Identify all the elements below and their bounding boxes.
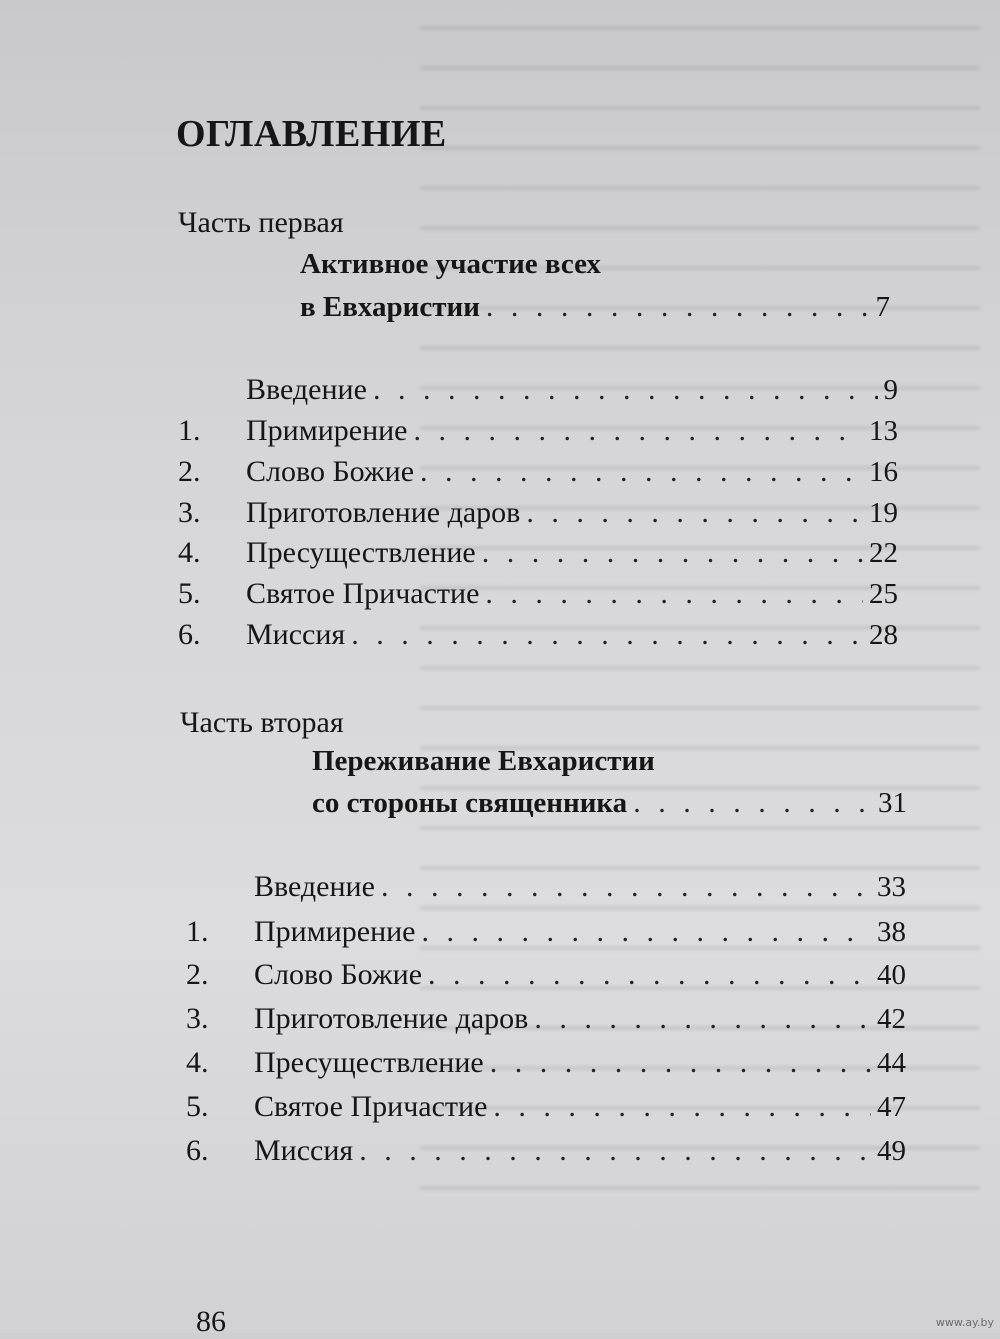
leader-dots <box>482 536 863 570</box>
page-number: 86 <box>196 1305 226 1338</box>
part2-title-row <box>312 786 907 820</box>
watermark: www.ay.by <box>935 1316 994 1329</box>
entry-number: 5. <box>186 1090 209 1123</box>
entry-title: Приготовление даров <box>254 1002 529 1035</box>
leader-dots <box>526 496 863 530</box>
entry-number: 4. <box>186 1046 209 1079</box>
entry-title: Введение <box>246 373 367 406</box>
toc-entry <box>186 1134 906 1168</box>
entry-page: 49 <box>877 1135 906 1167</box>
part2-title-line1: Переживание Евхаристии <box>312 745 655 777</box>
entry-page: 16 <box>869 456 898 488</box>
leader-dots <box>351 618 863 652</box>
entry-page: 28 <box>869 619 898 651</box>
entry-page: 47 <box>877 1091 906 1123</box>
entry-number: 6. <box>186 1134 209 1167</box>
entry-number: 2. <box>178 455 201 488</box>
part1-title-row <box>300 290 890 324</box>
toc-entry <box>178 496 898 530</box>
leader-dots <box>534 1002 871 1036</box>
toc-entry <box>186 958 906 992</box>
leader-dots <box>485 577 863 611</box>
part2-label: Часть вторая <box>180 706 344 739</box>
entry-page: 38 <box>877 916 906 948</box>
part1-title-line2: в Евхаристии <box>300 291 480 323</box>
leader-dots <box>373 373 878 407</box>
entry-title: Слово Божие <box>246 455 415 488</box>
entry-number: 1. <box>186 915 209 948</box>
entry-page: 13 <box>869 415 898 447</box>
leader-dots <box>420 455 863 489</box>
leader-dots <box>381 870 871 904</box>
toc-entry <box>186 1002 906 1036</box>
leader-dots <box>422 915 872 949</box>
part1-page: 7 <box>875 291 890 323</box>
entry-title: Слово Божие <box>254 958 423 991</box>
entry-page: 19 <box>869 497 898 529</box>
entry-title: Миссия <box>246 618 346 651</box>
entry-page: 22 <box>869 537 898 569</box>
part1-title-line1: Активное участие всех <box>300 248 601 280</box>
entry-page: 33 <box>877 871 906 903</box>
entry-title: Миссия <box>254 1134 354 1167</box>
entry-title: Святое Причастие <box>254 1090 488 1123</box>
entry-title: Введение <box>254 870 375 903</box>
part1-label: Часть первая <box>178 206 344 239</box>
entry-page: 44 <box>877 1047 906 1079</box>
entry-page: 25 <box>869 578 898 610</box>
entry-page: 9 <box>883 374 898 406</box>
toc-entry <box>186 915 906 949</box>
entry-title: Святое Причастие <box>246 577 480 610</box>
leader-dots <box>490 1046 871 1080</box>
leader-dots <box>493 1090 871 1124</box>
leader-dots <box>359 1134 871 1168</box>
toc-entry <box>178 536 898 570</box>
entry-number: 2. <box>186 958 209 991</box>
toc-entry <box>178 414 898 448</box>
entry-title: Пресуществление <box>246 536 476 569</box>
toc-entry <box>178 618 898 652</box>
entry-number: 3. <box>178 496 201 529</box>
leader-dots <box>633 786 872 820</box>
part2-page: 31 <box>878 787 907 819</box>
leader-dots <box>486 290 870 324</box>
entry-title: Примирение <box>246 414 408 447</box>
entry-number: 5. <box>178 577 201 610</box>
toc-entry <box>186 1090 906 1124</box>
toc-entry <box>178 455 898 489</box>
part2-title-line2: со стороны священника <box>312 787 628 819</box>
entry-number: 3. <box>186 1002 209 1035</box>
entry-title: Пресуществление <box>254 1046 484 1079</box>
toc-entry <box>178 577 898 611</box>
entry-number: 6. <box>178 618 201 651</box>
entry-title: Примирение <box>254 915 416 948</box>
entry-title: Приготовление даров <box>246 496 521 529</box>
entry-page: 42 <box>877 1003 906 1035</box>
toc-entry <box>178 373 898 407</box>
entry-number: 4. <box>178 536 201 569</box>
leader-dots <box>414 414 864 448</box>
entry-number: 1. <box>178 414 201 447</box>
toc-heading: ОГЛАВЛЕНИЕ <box>176 113 447 155</box>
toc-entry <box>186 1046 906 1080</box>
toc-entry <box>186 870 906 904</box>
leader-dots <box>428 958 871 992</box>
entry-page: 40 <box>877 959 906 991</box>
